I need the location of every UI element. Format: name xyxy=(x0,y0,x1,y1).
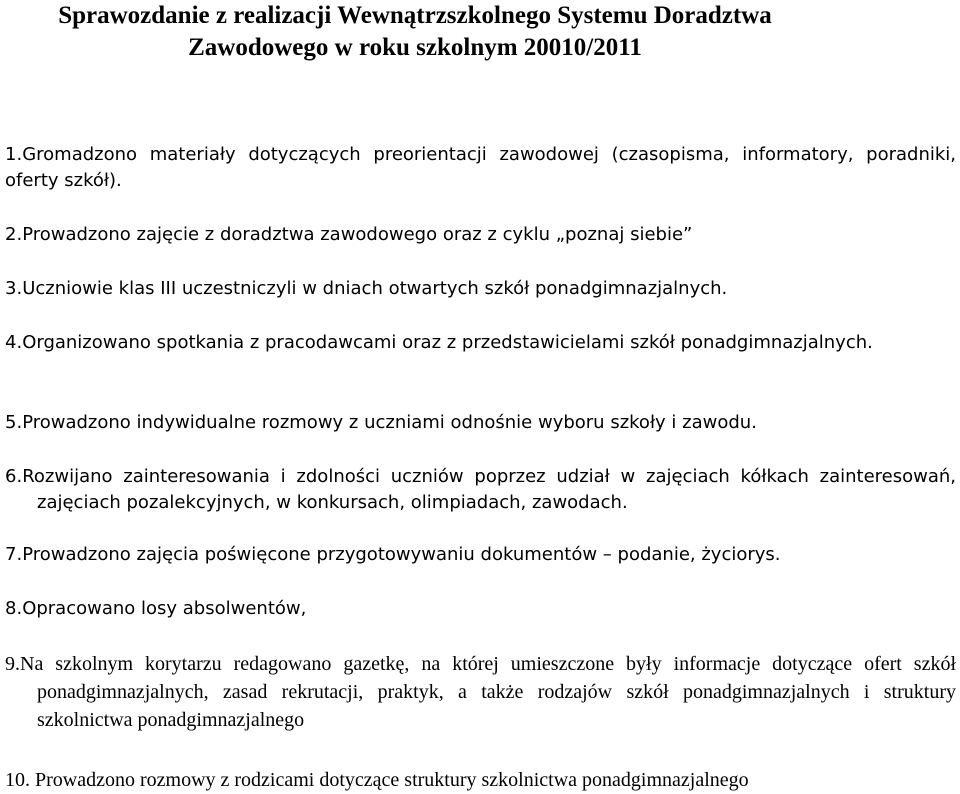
item-text: Prowadzono indywidualne rozmowy z uczniami odnośnie wyboru szkoły i zawodu. xyxy=(22,412,757,433)
item-number: 7. xyxy=(5,544,23,565)
item-text: Uczniowie klas III uczestniczyli w dniach otwartych szkół ponadgimnazjalnych. xyxy=(22,278,728,299)
item-text: Gromadzono materiały dotyczących preorientacji zawodowej (czasopisma, informatory, poradniki, oferty szkół). xyxy=(5,144,956,191)
item-text: Prowadzono rozmowy z rodzicami dotyczące struktury szkolnictwa ponadgimnazjalnego xyxy=(30,769,749,791)
list-item-4 xyxy=(5,330,956,356)
item-text: Rozwijano zainteresowania i zdolności uczniów poprzez udział w zajęciach kółkach zainteresowań, zajęciach pozalekcyjnych, w konkursach, olimpiadach, zawodach. xyxy=(22,466,956,513)
list-item-7 xyxy=(5,542,956,568)
title-line-2: Zawodowego w roku szkolnym 20010/2011 xyxy=(188,34,642,61)
list-item-2 xyxy=(5,222,956,248)
item-text: Organizowano spotkania z pracodawcami oraz z przedstawicielami szkół ponadgimnazjalnych. xyxy=(22,332,873,353)
item-number: 2. xyxy=(5,224,23,245)
item-text: Opracowano losy absolwentów, xyxy=(22,598,307,619)
item-number: 3. xyxy=(5,278,23,299)
list-item-8 xyxy=(5,596,956,622)
list-item-10 xyxy=(5,766,956,794)
item-number: 4. xyxy=(5,332,23,353)
item-number: 8. xyxy=(5,598,23,619)
item-number: 5. xyxy=(5,412,23,433)
item-text: Na szkolnym korytarzu redagowano gazetkę, na której umieszczone były informacje dotyczące ofert szkół ponadgimnazjalnych, zasad rekrutacji, praktyk, a także rodzajów szkół ponadgimnazjalnych i struktury szkolnictwa ponadgimnazjalnego xyxy=(20,653,956,731)
list-item-9 xyxy=(5,650,956,734)
list-item-6 xyxy=(5,464,956,516)
item-number: 6. xyxy=(5,466,23,487)
item-number: 10. xyxy=(5,769,30,791)
item-text: Prowadzono zajęcia poświęcone przygotowywaniu dokumentów – podanie, życiorys. xyxy=(22,544,781,565)
list-item-1 xyxy=(5,142,956,194)
document-title xyxy=(0,0,830,64)
item-text: Prowadzono zajęcie z doradztwa zawodowego oraz z cyklu „poznaj siebie” xyxy=(22,224,693,245)
item-number: 1. xyxy=(5,144,23,165)
item-number: 9. xyxy=(5,653,20,675)
title-line-1: Sprawozdanie z realizacji Wewnątrzszkolnego Systemu Doradztwa xyxy=(58,2,772,29)
list-item-5 xyxy=(5,410,956,436)
list-item-3 xyxy=(5,276,956,302)
